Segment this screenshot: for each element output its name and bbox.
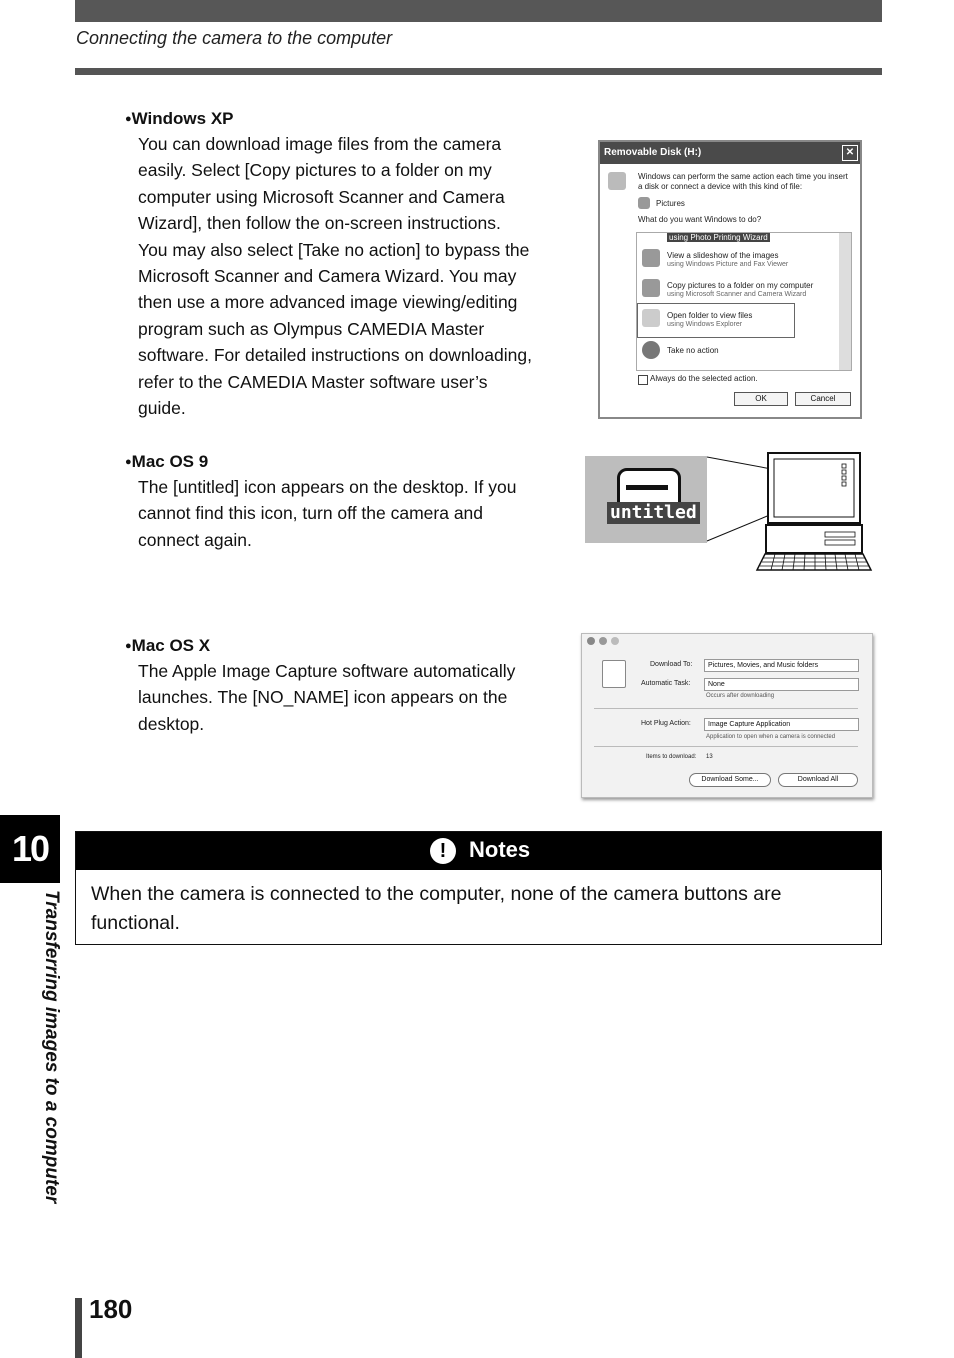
download-all-button[interactable]: Download All <box>778 773 858 787</box>
header-bar <box>75 0 882 22</box>
camera-icon <box>642 279 660 297</box>
notes-box <box>75 831 882 945</box>
bullet-icon: ● <box>125 640 132 652</box>
notes-text: When the camera is connected to the computer, none of the camera buttons are functional. <box>91 883 782 934</box>
items-label: Items to download: <box>646 754 697 760</box>
xp-item-2-sub: using Microsoft Scanner and Camera Wizard <box>667 291 807 298</box>
xp-action-list[interactable] <box>636 232 852 371</box>
folder-icon <box>642 309 660 327</box>
exclamation-icon: ! <box>430 838 456 864</box>
xp-question: What do you want Windows to do? <box>638 215 762 224</box>
xp-item-1-title[interactable]: View a slideshow of the images <box>667 251 779 260</box>
section-title-winxp <box>125 109 234 129</box>
header-rule <box>75 68 882 75</box>
macx-body: The Apple Image Capture software automatically launches. The [NO_NAME] icon appears on the desktop. <box>138 661 516 734</box>
untitled-label: untitled <box>607 502 700 524</box>
page-number-bar <box>75 1298 82 1358</box>
image-capture-window <box>581 633 873 798</box>
page-number: 180 <box>89 1294 133 1324</box>
xp-item-0-title[interactable]: using Photo Printing Wizard <box>669 233 768 242</box>
section-title-mac9 <box>125 452 208 472</box>
slideshow-icon <box>642 249 660 267</box>
xp-item-3-sub: using Windows Explorer <box>667 321 743 328</box>
xp-item-1-sub: using Windows Picture and Fax Viewer <box>667 261 789 268</box>
download-some-button[interactable]: Download Some... <box>689 773 771 787</box>
camera-drive-icon <box>602 660 626 688</box>
xp-item-3-title[interactable]: Open folder to view files <box>667 311 753 320</box>
winxp-body: You can download image files from the camera easily. Select [Copy pictures to a folder on my computer using Microsoft Scanner and Camera Wizard], then follow the on-screen instructions. You may also select [Take no action] to bypass the Microsoft Scanner and Camera Wizard. You may then use a more advanced image viewing/editing program such as Olympus CAMEDIA Master software. For detailed instructions on downloading, refer to the CAMEDIA Master software user’s guide. <box>138 134 532 419</box>
section-title-macx <box>125 636 210 656</box>
auto-task-label: Automatic Task: <box>641 680 691 687</box>
xp-dialog-title: Removable Disk (H:) <box>604 147 702 158</box>
xp-intro-1: Windows can perform the same action each time you insert <box>638 172 848 181</box>
disk-drive-icon <box>617 468 681 506</box>
running-head: Connecting the camera to the computer <box>76 28 393 48</box>
window-zoom-icon[interactable] <box>611 637 619 645</box>
window-close-icon[interactable] <box>587 637 595 645</box>
hotplug-popup[interactable]: Image Capture Application <box>704 718 859 731</box>
chapter-vertical-title: Transferring images to a computer <box>41 890 62 1204</box>
download-to-label: Download To: <box>650 661 693 668</box>
auto-task-popup[interactable]: None <box>704 678 859 691</box>
items-value: 13 <box>706 754 713 760</box>
ok-button[interactable]: OK <box>734 392 788 406</box>
xp-titlebar <box>600 142 860 164</box>
macx-title: Mac OS X <box>131 636 211 655</box>
window-minimize-icon[interactable] <box>599 637 607 645</box>
winxp-title: Windows XP <box>131 109 234 128</box>
hotplug-label: Hot Plug Action: <box>641 720 691 727</box>
always-checkbox-label: Always do the selected action. <box>650 374 758 383</box>
always-checkbox[interactable] <box>638 375 648 385</box>
xp-autoplay-dialog <box>598 140 862 419</box>
mac9-title: Mac OS 9 <box>131 452 209 471</box>
no-action-icon <box>642 341 660 359</box>
close-icon[interactable]: ✕ <box>842 145 858 161</box>
download-to-popup[interactable]: Pictures, Movies, and Music folders <box>704 659 859 672</box>
notes-title: Notes <box>469 837 531 862</box>
untitled-icon-panel <box>585 456 707 543</box>
chapter-tab: 10 <box>0 815 60 883</box>
xp-scrollbar[interactable] <box>839 233 851 370</box>
auto-task-note: Occurs after downloading <box>706 693 775 699</box>
xp-intro-2: a disk or connect a device with this kind of file: <box>638 182 803 191</box>
xp-item-2-title[interactable]: Copy pictures to a folder on my computer <box>667 281 814 290</box>
cancel-button[interactable]: Cancel <box>795 392 851 406</box>
divider <box>594 708 858 709</box>
bullet-icon: ● <box>125 456 132 468</box>
drive-icon <box>608 172 626 190</box>
xp-type-label: Pictures <box>656 199 685 208</box>
bullet-icon: ● <box>125 113 132 125</box>
xp-item-4-title[interactable]: Take no action <box>667 346 719 355</box>
pictures-icon <box>638 197 650 209</box>
hotplug-note: Application to open when a camera is connected <box>706 734 836 740</box>
notes-header <box>76 832 881 870</box>
mac9-body: The [untitled] icon appears on the desktop. If you cannot find this icon, turn off the camera and connect again. <box>138 477 517 550</box>
desktop-computer-illustration <box>705 450 875 574</box>
divider <box>594 746 858 747</box>
